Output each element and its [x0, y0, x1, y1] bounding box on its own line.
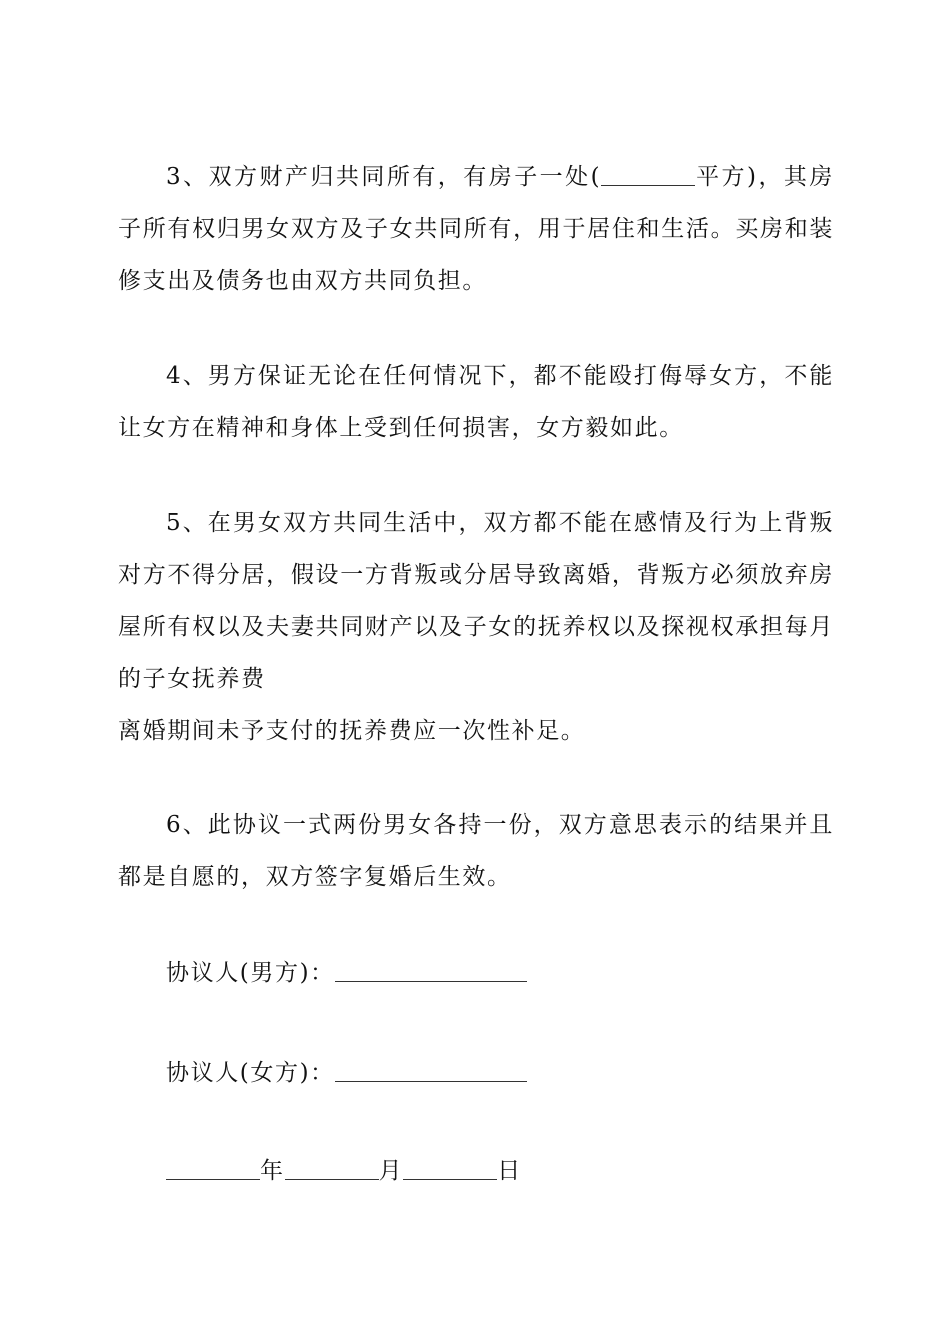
clause-5: [118, 497, 834, 757]
clause-4-text: 4、男方保证无论在任何情况下，都不能殴打侮辱女方，不能让女方在精神和身体上受到任何损害，女方毅如此。: [118, 363, 834, 441]
clause-3: [118, 151, 834, 307]
clause-6: [118, 799, 834, 903]
day-label: 日: [497, 1158, 522, 1184]
clause-3-prefix: 3、双方财产归共同所有，有房子一处(: [166, 164, 602, 190]
date-line: [166, 1151, 522, 1191]
month-blank: [285, 1157, 379, 1180]
female-signature-label: 协议人(女方)：: [166, 1060, 335, 1086]
clause-5-text: 5、在男女双方共同生活中，双方都不能在感情及行为上背叛对方不得分居，假设一方背叛或分居导致离婚，背叛方必须放弃房屋所有权以及夫妻共同财产以及子女的抚养权以及探视权承担每月的子女抚养费: [118, 510, 834, 692]
year-blank: [166, 1157, 260, 1180]
female-signature-blank: [335, 1059, 527, 1082]
male-signature-blank: [335, 959, 527, 982]
female-signature-line: [166, 1053, 527, 1093]
clause-3-suffix: 平方)，其房子所有权归男女双方及子女共同所有，用于居住和生活。买房和装修支出及债务也由双方共同负担。: [118, 164, 834, 294]
area-blank: [601, 163, 695, 186]
month-label: 月: [378, 1158, 404, 1184]
year-label: 年: [260, 1158, 285, 1184]
clause-4: [118, 350, 834, 454]
day-blank: [403, 1157, 497, 1180]
male-signature-line: [166, 953, 527, 993]
male-signature-label: 协议人(男方)：: [166, 960, 335, 986]
clause-6-text: 6、此协议一式两份男女各持一份，双方意思表示的结果并且都是自愿的，双方签字复婚后生效。: [118, 812, 834, 890]
clause-5-text2: 离婚期间未予支付的抚养费应一次性补足。: [118, 718, 586, 744]
